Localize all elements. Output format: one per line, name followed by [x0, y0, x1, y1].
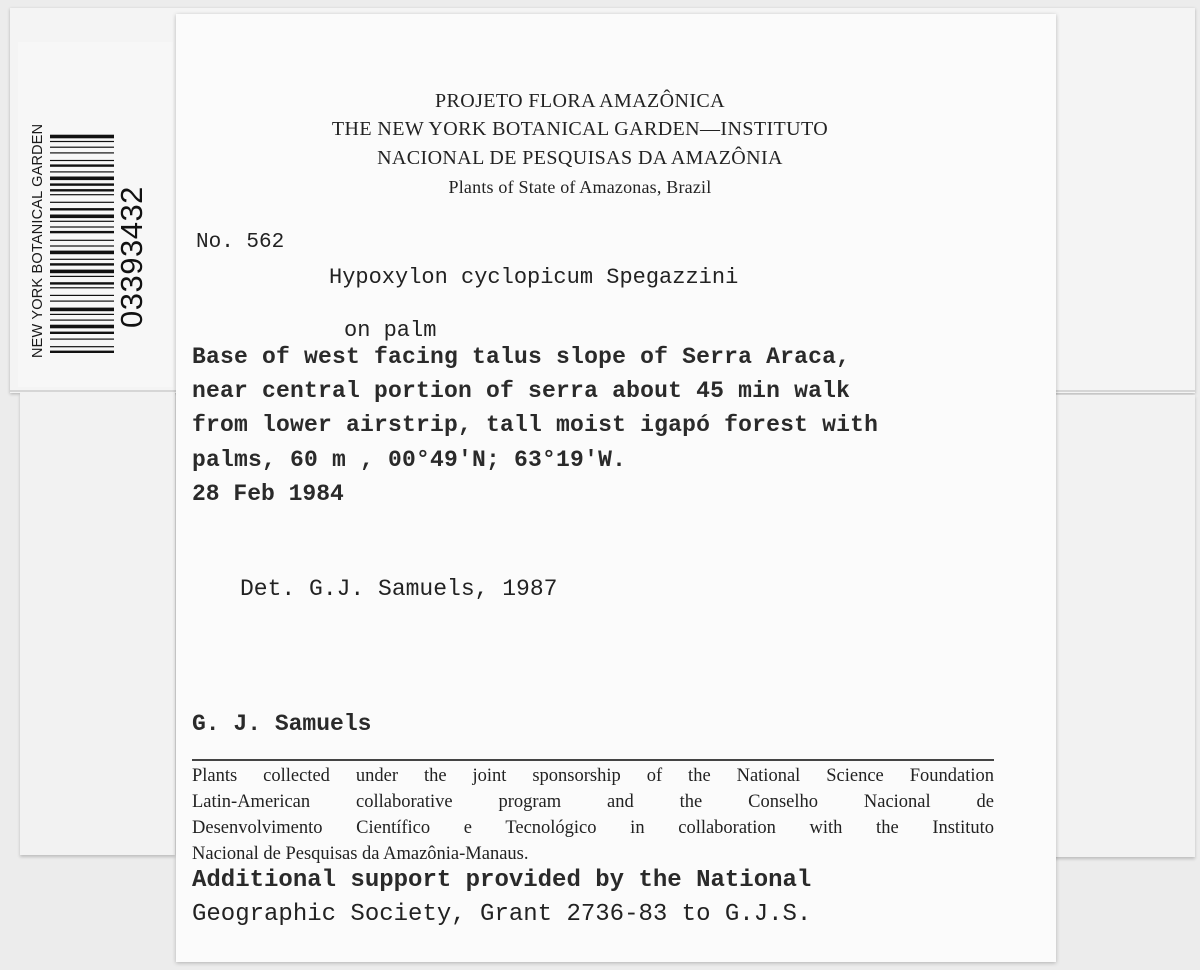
barcode-bar: [50, 245, 114, 246]
support-line: Geographic Society, Grant 2736-83 to G.J.S.: [192, 901, 812, 928]
barcode-bar: [50, 171, 114, 172]
header-project: PROJETO FLORA AMAZÔNICA: [435, 90, 725, 112]
locality-line: palms, 60 m , 00°49'N; 63°19'W.: [192, 447, 627, 473]
barcode-bar: [50, 287, 114, 288]
locality-line: from lower airstrip, tall moist igapó forest with: [192, 412, 879, 438]
packet-left-flap: [20, 393, 175, 855]
barcode-bar: [50, 346, 114, 347]
header-institution: THE NEW YORK BOTANICAL GARDEN—INSTITUTO: [331, 118, 829, 140]
barcode-bar: [50, 208, 114, 210]
barcode-bar: [50, 194, 114, 195]
header-region: Plants of State of Amazonas, Brazil: [448, 177, 712, 197]
barcode-bar: [50, 276, 114, 277]
sponsorship-line: Latin-American collaborative program and the Conselho Nacional de: [192, 792, 994, 812]
sponsorship-text: [192, 763, 994, 867]
barcode-number: 03393432: [114, 186, 149, 328]
barcode-bar: [50, 135, 114, 139]
locality-line: near central portion of serra about 45 min walk: [192, 378, 851, 404]
sponsorship-line: Plants collected under the joint sponsorship of the National Science Foundation: [192, 766, 994, 786]
barcode-bar: [50, 320, 114, 321]
packet-right-flap: [1050, 395, 1195, 857]
barcode-bar: [50, 221, 114, 222]
barcode-bar: [50, 177, 114, 181]
barcode-bars: [50, 83, 114, 353]
barcode-bar: [50, 251, 114, 255]
barcode-bar: [50, 325, 114, 329]
collection-date: 28 Feb 1984: [192, 481, 344, 507]
header-institution-cont: NACIONAL DE PESQUISAS DA AMAZÔNIA: [377, 147, 783, 169]
barcode-bar: [50, 189, 114, 191]
barcode-bar: [50, 160, 114, 161]
barcode-bar: [50, 226, 114, 227]
barcode-bar: [50, 308, 114, 312]
barcode-bar: [50, 202, 114, 203]
barcode-bar: [50, 147, 114, 148]
barcode-bar: [50, 259, 114, 260]
barcode-bar: [50, 240, 114, 241]
barcode-bar: [50, 231, 114, 233]
barcode-bar: [50, 164, 114, 166]
barcode-bar: [50, 332, 114, 334]
barcode-group: [30, 73, 150, 358]
barcode-bar: [50, 141, 114, 142]
barcode-bar: [50, 183, 114, 185]
support-line: Additional support provided by the National: [192, 867, 812, 894]
barcode-bar: [50, 351, 114, 353]
locality-line: Base of west facing talus slope of Serra Araca,: [192, 344, 851, 370]
sponsorship-line: Nacional de Pesquisas da Amazônia-Manaus.: [192, 844, 529, 864]
barcode-bar: [50, 295, 114, 296]
specimen-label: [176, 14, 1056, 962]
specimen-number: No. 562: [196, 231, 285, 254]
barcode-bar: [50, 263, 114, 265]
barcode-bar: [50, 301, 114, 302]
collector: G. J. Samuels: [192, 711, 372, 737]
taxon-name: Hypoxylon cyclopicum Spegazzini: [329, 265, 739, 290]
barcode-bar: [50, 152, 114, 153]
divider-rule: [192, 759, 994, 761]
sponsorship-line: Desenvolvimento Científico e Tecnológico in collaboration with the Instituto: [192, 818, 994, 838]
determination: Det. G.J. Samuels, 1987: [240, 576, 558, 602]
barcode-bar: [50, 339, 114, 340]
barcode-bar: [50, 270, 114, 274]
barcode-bar: [50, 282, 114, 284]
barcode-institution: NEW YORK BOTANICAL GARDEN: [30, 123, 46, 358]
barcode-bar: [50, 215, 114, 219]
substrate: on palm: [344, 318, 437, 343]
barcode-bar: [50, 314, 114, 315]
